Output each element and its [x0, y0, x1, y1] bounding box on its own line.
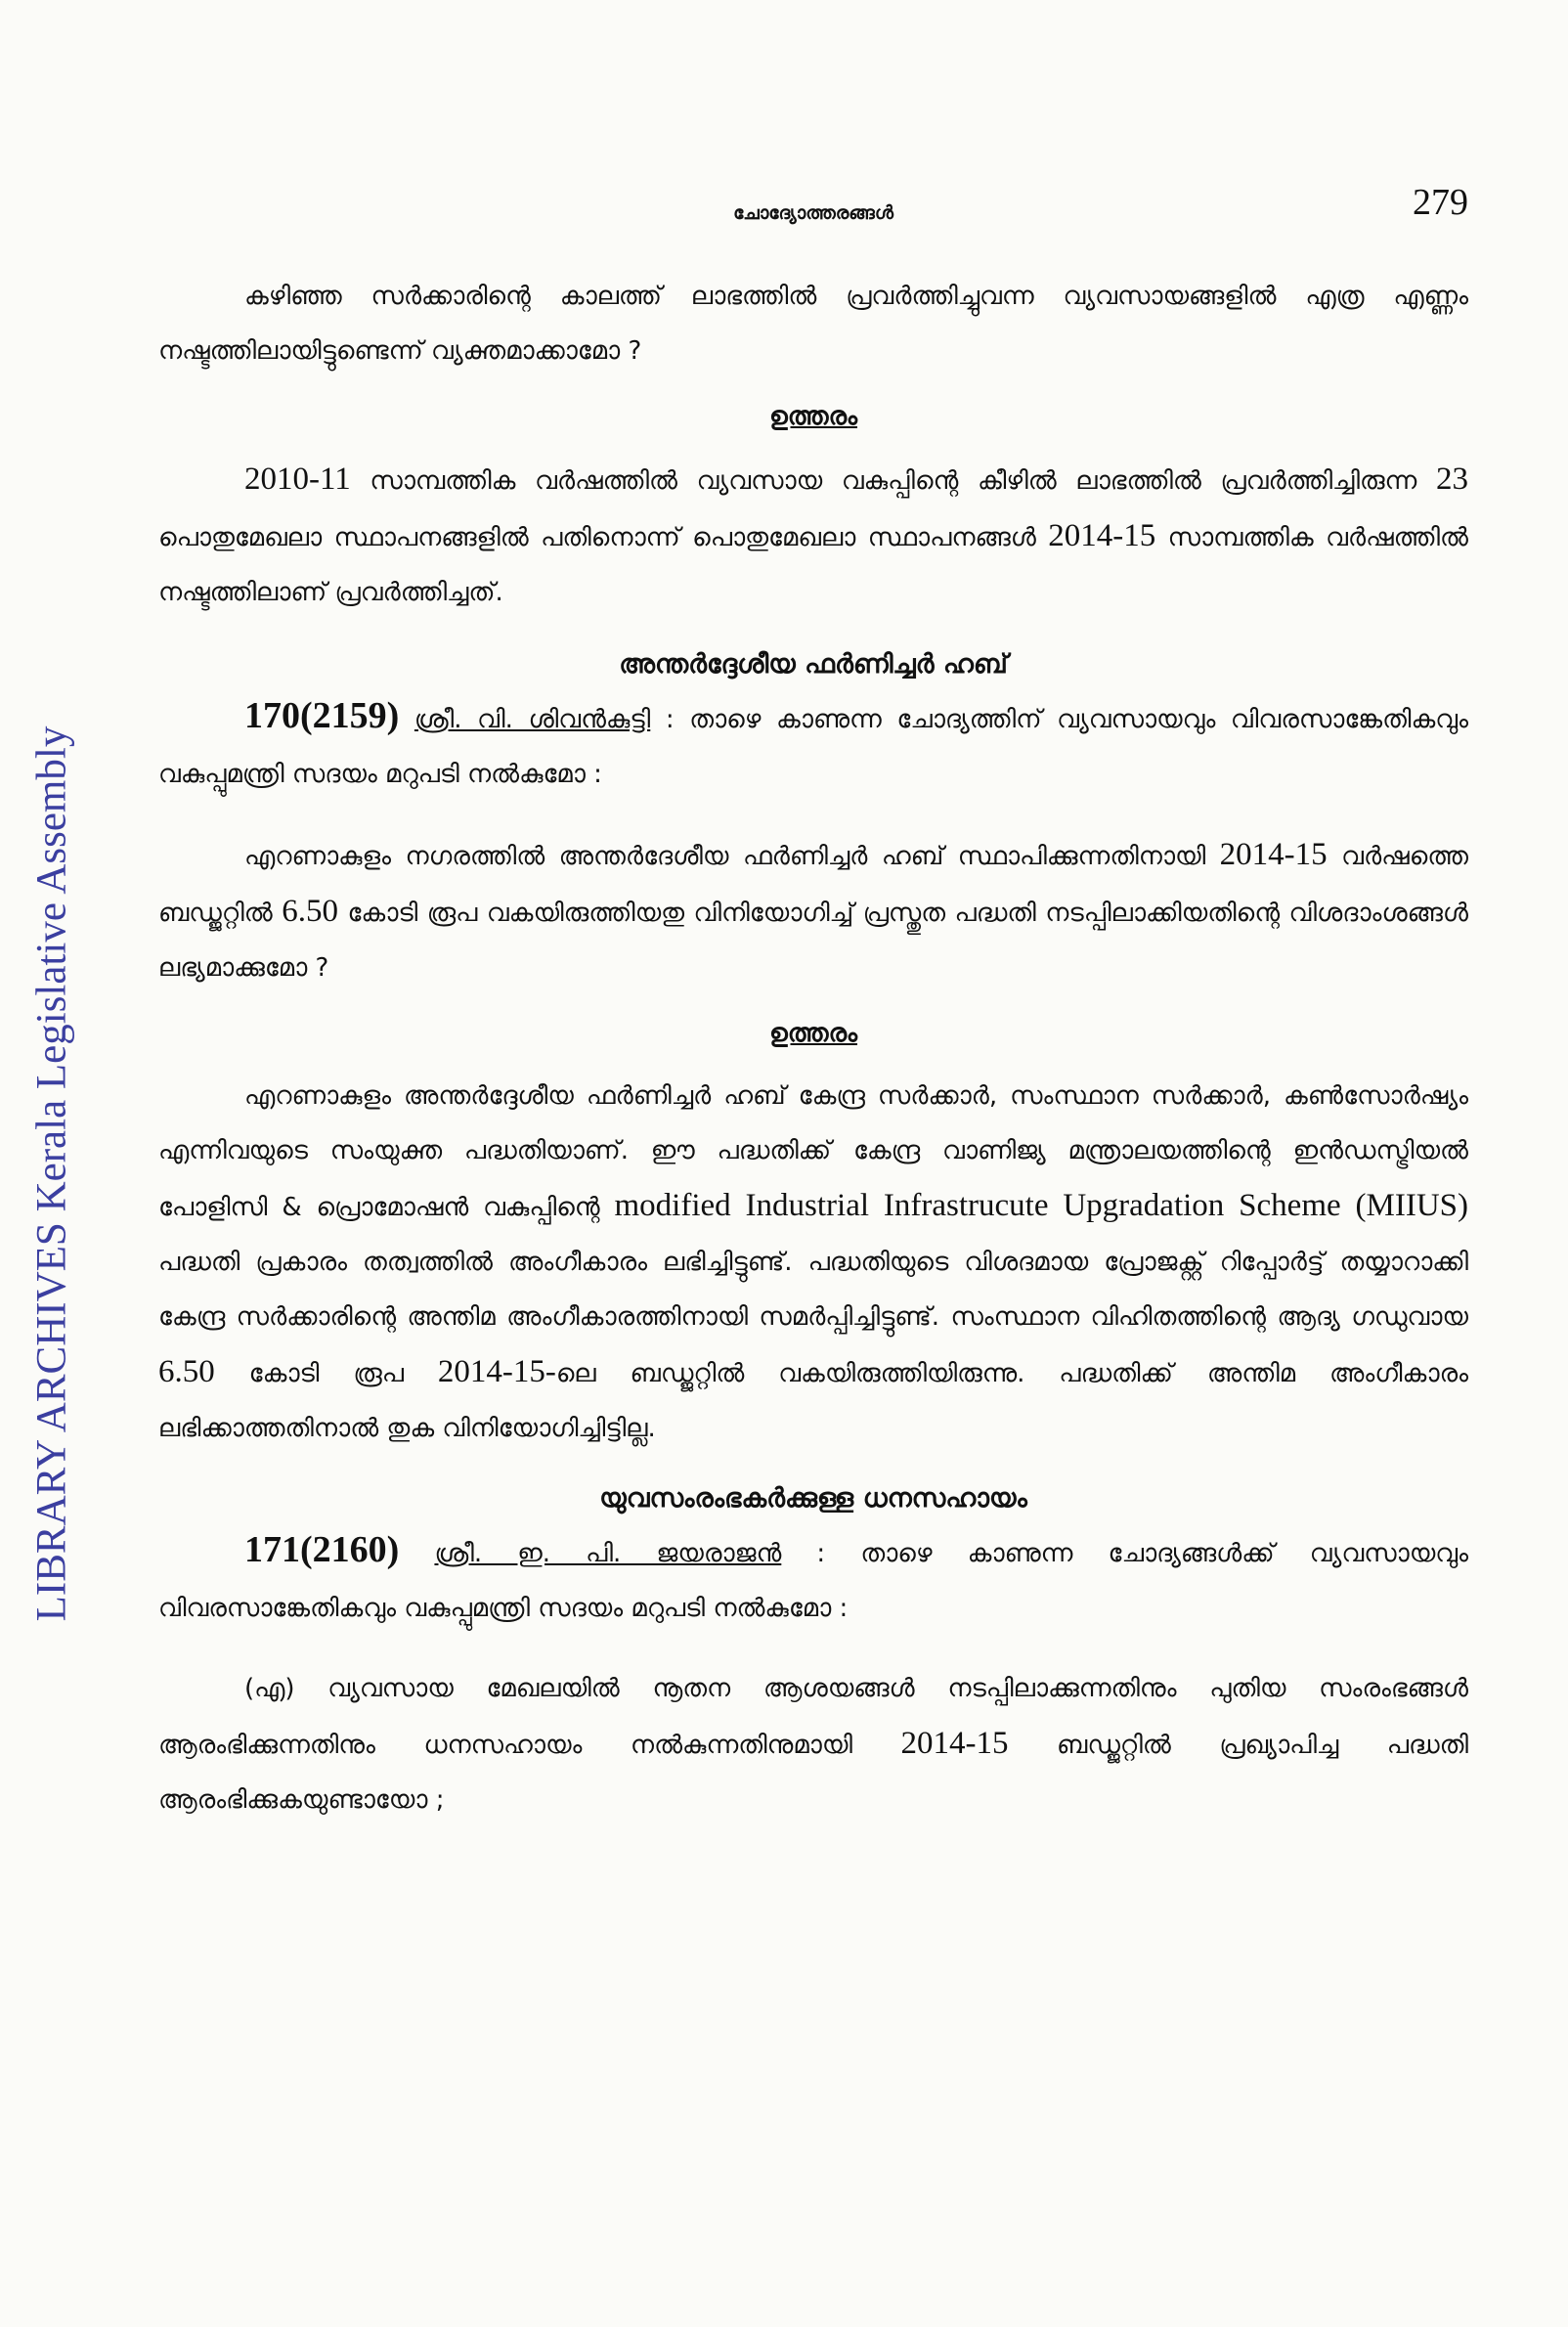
question-number: 171(2160) — [244, 1529, 400, 1570]
section-heading: അന്തർദ്ദേശീയ ഫർണിച്ചർ ഹബ് — [619, 649, 1008, 680]
answer-paragraph: 2010-11 സാമ്പത്തിക വർഷത്തിൽ വ്യവസായ വകുപ്പിന്റെ കീഴിൽ ലാഭത്തിൽ പ്രവർത്തിച്ചിരുന്ന 23 പൊതുമേഖലാ സ്ഥാപനങ്ങളിൽ പതിനൊന്ന് പൊതുമേഖലാ സ്ഥാപനങ്ങൾ 2014-15 സാമ്പത്തിക വർഷത്തിൽ നഷ്ടത്തിലാണ് പ്രവർത്തിച്ചത്. — [158, 461, 1468, 607]
question-intro: 171(2160) ശ്രീ. ഇ. പി. ജയരാജൻ : താഴെ കാണുന്ന ചോദ്യങ്ങൾക്ക് വ്യവസായവും വിവരസാങ്കേതികവും വകുപ്പുമന്ത്രി സദയം മറുപടി നൽകുമോ : — [158, 1529, 1469, 1623]
answer-label: ഉത്തരം — [769, 402, 857, 431]
question-intro: 170(2159) ശ്രീ. വി. ശിവൻകുട്ടി : താഴെ കാണുന്ന ചോദ്യത്തിന് വ്യവസായവും വിവരസാങ്കേതികവും വകുപ്പുമന്ത്രി സദയം മറുപടി നൽകുമോ : — [158, 695, 1469, 789]
archive-watermark — [8, 636, 96, 1711]
question-text: എറണാകുളം നഗരത്തിൽ അന്തർദേശീയ ഫർണിച്ചർ ഹബ് സ്ഥാപിക്കുന്നതിനായി 2014-15 വർഷത്തെ ബഡ്ജറ്റിൽ 6.50 കോടി രൂപ വകയിരുത്തിയതു വിനിയോഗിച്ച് പ്രസ്തുത പദ്ധതി നടപ്പിലാക്കിയതിന്റെ വിശദാംശങ്ങൾ ലഭ്യമാക്കുമോ ? — [158, 837, 1468, 983]
question-text: കഴിഞ്ഞ സർക്കാരിന്റെ കാലത്ത് ലാഭത്തിൽ പ്രവർത്തിച്ചുവന്ന വ്യവസായങ്ങളിൽ എത്ര എണ്ണം നഷ്ടത്തിലായിട്ടുണ്ടെന്ന് വ്യക്തമാക്കാമോ ? — [158, 282, 1468, 366]
page-header — [158, 181, 1468, 240]
section-heading: യുവസംരംഭകർക്കുള്ള ധനസഹായം — [599, 1483, 1027, 1514]
document-page — [158, 181, 1468, 1827]
answer-label: ഉത്തരം — [769, 1019, 857, 1048]
question-number: 170(2159) — [244, 695, 400, 736]
page-number: 279 — [1413, 182, 1468, 223]
member-name: ശ്രീ. ഇ. പി. ജയരാജൻ — [434, 1539, 782, 1568]
answer-paragraph: എറണാകുളം അന്തർദ്ദേശീയ ഫർണിച്ചർ ഹബ് കേന്ദ്ര സർക്കാർ, സംസ്ഥാന സർക്കാർ, കൺസോർഷ്യം എന്നിവയുടെ സംയുക്ത പദ്ധതിയാണ്. ഈ പദ്ധതിക്ക് കേന്ദ്ര വാണിജ്യ മന്ത്രാലയത്തിന്റെ ഇൻഡസ്ട്രിയൽ പോളിസി & പ്രൊമോഷൻ വകുപ്പിന്റെ modified Industrial Infrastrucute Upgradation Scheme (MIIUS) പദ്ധതി പ്രകാരം തത്വത്തിൽ അംഗീകാരം ലഭിച്ചിട്ടുണ്ട്. പദ്ധതിയുടെ വിശദമായ പ്രോജക്റ്റ് റിപ്പോർട്ട് തയ്യാറാക്കി കേന്ദ്ര സർക്കാരിന്റെ അന്തിമ അംഗീകാരത്തിനായി സമർപ്പിച്ചിട്ടുണ്ട്. സംസ്ഥാന വിഹിതത്തിന്റെ ആദ്യ ഗഡുവായ 6.50 കോടി രൂപ 2014-15-ലെ ബഡ്ജറ്റിൽ വകയിരുത്തിയിരുന്നു. പദ്ധതിക്ക് അന്തിമ അംഗീകാരം ലഭിക്കാത്തതിനാൽ തുക വിനിയോഗിച്ചിട്ടില്ല. — [158, 1081, 1468, 1443]
running-title: ചോദ്യോത്തരങ്ങൾ — [733, 202, 893, 224]
member-name: ശ്രീ. വി. ശിവൻകുട്ടി — [414, 705, 651, 734]
watermark-text: LIBRARY ARCHIVES Kerala Legislative Assembly — [28, 725, 75, 1621]
question-part-a: (എ) വ്യവസായ മേഖലയിൽ നൂതന ആശയങ്ങൾ നടപ്പിലാക്കുന്നതിനും പുതിയ സംരംഭങ്ങൾ ആരംഭിക്കുന്നതിനും ധനസഹായം നൽകുന്നതിനുമായി 2014-15 ബഡ്ജറ്റിൽ പ്രഖ്യാപിച്ച പദ്ധതി ആരംഭിക്കുകയുണ്ടായോ ; — [158, 1674, 1469, 1815]
